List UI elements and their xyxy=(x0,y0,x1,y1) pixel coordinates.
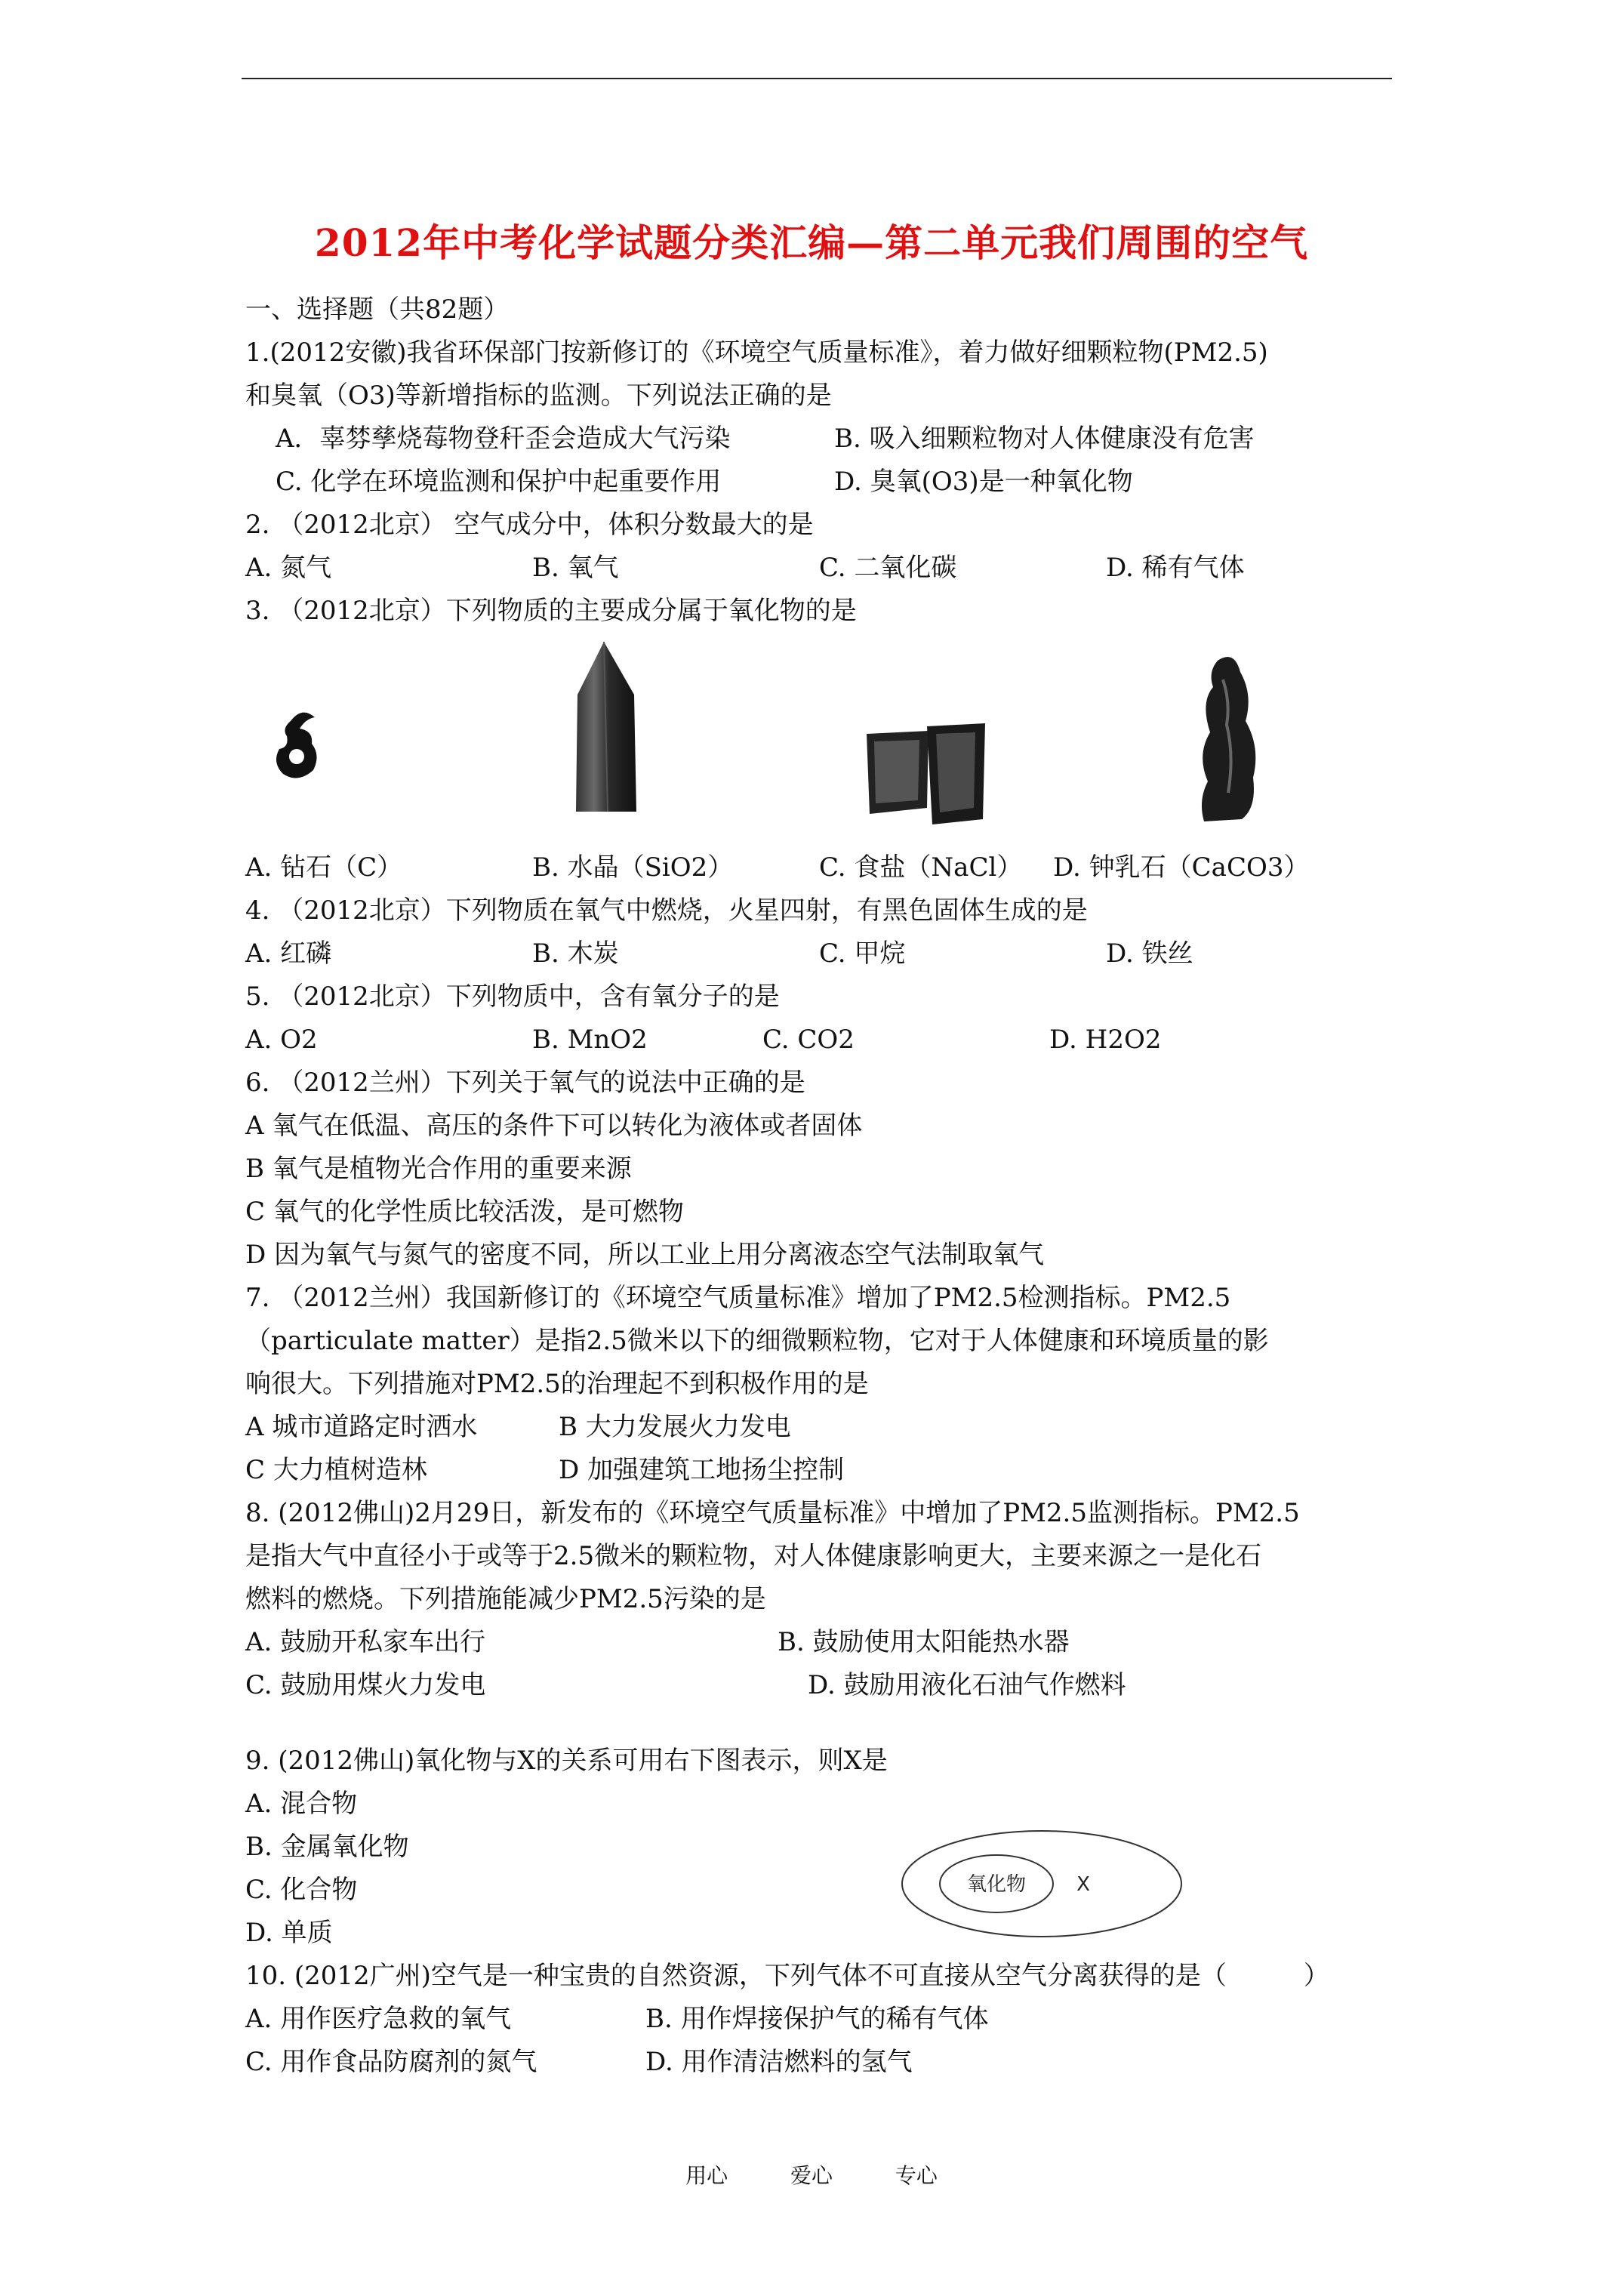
q1-option-b: B. 吸入细颗粒物对人体健康没有危害 xyxy=(834,424,1255,454)
q9-option-a: A. 混合物 xyxy=(245,1789,358,1819)
q1-stem-line1: 1.(2012安徽)我省环保部门按新修订的《环境空气质量标准》，着力做好细颗粒物(PM2.5) xyxy=(245,337,1268,368)
q3-option-d: D. 钟乳石（CaCO3） xyxy=(1053,852,1310,883)
q6-stem: 6. （2012兰州）下列关于氧气的说法中正确的是 xyxy=(245,1068,805,1098)
q9-stem: 9. (2012佛山)氧化物与X的关系可用右下图表示，则X是 xyxy=(245,1746,888,1776)
q9-option-c: C. 化合物 xyxy=(245,1875,358,1905)
footer-text-3: 专心 xyxy=(895,2163,938,2188)
q7-option-d: D 加强建筑工地扬尘控制 xyxy=(559,1455,845,1485)
stalactite-image xyxy=(1181,649,1272,831)
q7-stem-line2: （particulate matter）是指2.5微米以下的细微颗粒物，它对于人体健康和环境质量的影 xyxy=(245,1326,1269,1356)
q2-option-a: A. 氮气 xyxy=(245,553,332,583)
header-rule xyxy=(242,78,1392,79)
q2-option-c: C. 二氧化碳 xyxy=(819,553,957,583)
q8-option-a: A. 鼓励开私家车出行 xyxy=(245,1627,486,1657)
diagram-outer-label: X xyxy=(1076,1873,1090,1896)
q7-stem-line1: 7. （2012兰州）我国新修订的《环境空气质量标准》增加了PM2.5检测指标。PM2.5 xyxy=(245,1283,1231,1313)
q5-option-b: B. MnO2 xyxy=(532,1025,648,1055)
diamond-image xyxy=(268,702,336,789)
q4-option-d: D. 铁丝 xyxy=(1106,938,1193,969)
q10-stem: 10. (2012广州)空气是一种宝贵的自然资源，下列气体不可直接从空气分离获得的是（ ） xyxy=(245,1961,1329,1991)
outer-ellipse xyxy=(902,1831,1181,1937)
q7-option-b: B 大力发展火力发电 xyxy=(559,1412,791,1442)
q6-option-d: D 因为氧气与氮气的密度不同，所以工业上用分离液态空气法制取氧气 xyxy=(245,1240,1045,1270)
q9-option-b: B. 金属氧化物 xyxy=(245,1832,409,1862)
q8-stem-line1: 8. (2012佛山)2月29日，新发布的《环境空气质量标准》中增加了PM2.5监测指标。PM2.5 xyxy=(245,1498,1300,1528)
q5-option-c: C. CO2 xyxy=(762,1025,855,1055)
oxide-relation-diagram xyxy=(898,1827,1185,1940)
document-title: 2012年中考化学试题分类汇编—第二单元我们周围的空气 xyxy=(314,220,1309,265)
q6-option-a: A 氧气在低温、高压的条件下可以转化为液体或者固体 xyxy=(245,1111,863,1141)
q10-option-a: A. 用作医疗急救的氧气 xyxy=(245,2004,512,2034)
q5-option-d: D. H2O2 xyxy=(1049,1025,1162,1055)
q2-stem: 2. （2012北京） 空气成分中，体积分数最大的是 xyxy=(245,510,814,540)
page-footer xyxy=(0,2159,1623,2190)
crystal-image xyxy=(555,638,653,819)
q7-option-c: C 大力植树造林 xyxy=(245,1455,427,1485)
q8-stem-line3: 燃料的燃烧。下列措施能减少PM2.5污染的是 xyxy=(245,1584,766,1614)
q3-option-b: B. 水晶（SiO2） xyxy=(532,852,734,883)
q8-stem-line2: 是指大气中直径小于或等于2.5微米的颗粒物，对人体健康影响更大，主要来源之一是化石 xyxy=(245,1541,1262,1571)
q1-option-a: A．辜棼孳烧莓物登秆歪会造成大气污染 xyxy=(276,424,731,454)
q1-option-d: D. 臭氧(O3)是一种氧化物 xyxy=(834,467,1133,497)
q10-option-d: D. 用作清洁燃料的氢气 xyxy=(645,2047,913,2077)
q7-option-a: A 城市道路定时洒水 xyxy=(245,1412,478,1442)
q8-option-c: C. 鼓励用煤火力发电 xyxy=(245,1670,486,1700)
q3-option-a: A. 钻石（C） xyxy=(245,852,403,883)
q3-option-c: C. 食盐（NaCl） xyxy=(819,852,1023,883)
q6-option-b: B 氧气是植物光合作用的重要来源 xyxy=(245,1154,632,1184)
q4-option-c: C. 甲烷 xyxy=(819,938,906,969)
q8-option-b: B. 鼓励使用太阳能热水器 xyxy=(778,1627,1070,1657)
q1-stem-line2: 和臭氧（O3)等新增指标的监测。下列说法正确的是 xyxy=(245,381,832,411)
q4-stem: 4. （2012北京）下列物质在氧气中燃烧，火星四射，有黑色固体生成的是 xyxy=(245,895,1088,926)
footer-text-1: 用心 xyxy=(685,2163,728,2188)
q8-option-d: D. 鼓励用液化石油气作燃料 xyxy=(808,1670,1126,1700)
q10-option-b: B. 用作焊接保护气的稀有气体 xyxy=(645,2004,989,2034)
q2-option-b: B. 氧气 xyxy=(532,553,619,583)
q4-option-b: B. 木炭 xyxy=(532,938,619,969)
q3-stem: 3. （2012北京）下列物质的主要成分属于氧化物的是 xyxy=(245,596,857,626)
q5-stem: 5. （2012北京）下列物质中，含有氧分子的是 xyxy=(245,982,780,1012)
diagram-inner-label: 氧化物 xyxy=(966,1873,1027,1896)
q5-option-a: A. O2 xyxy=(245,1025,318,1055)
salt-image xyxy=(830,717,1012,831)
q2-option-d: D. 稀有气体 xyxy=(1106,553,1245,583)
q4-option-a: A. 红磷 xyxy=(245,938,332,969)
q1-option-c: C. 化学在环境监测和保护中起重要作用 xyxy=(276,467,722,497)
q7-stem-line3: 响很大。下列措施对PM2.5的治理起不到积极作用的是 xyxy=(245,1369,869,1399)
q10-option-c: C. 用作食品防腐剂的氮气 xyxy=(245,2047,537,2077)
footer-text-2: 爱心 xyxy=(790,2163,833,2188)
q6-option-c: C 氧气的化学性质比较活泼，是可燃物 xyxy=(245,1197,684,1227)
q9-option-d: D. 单质 xyxy=(245,1918,333,1948)
section-heading: 一、选择题（共82题） xyxy=(245,294,510,325)
